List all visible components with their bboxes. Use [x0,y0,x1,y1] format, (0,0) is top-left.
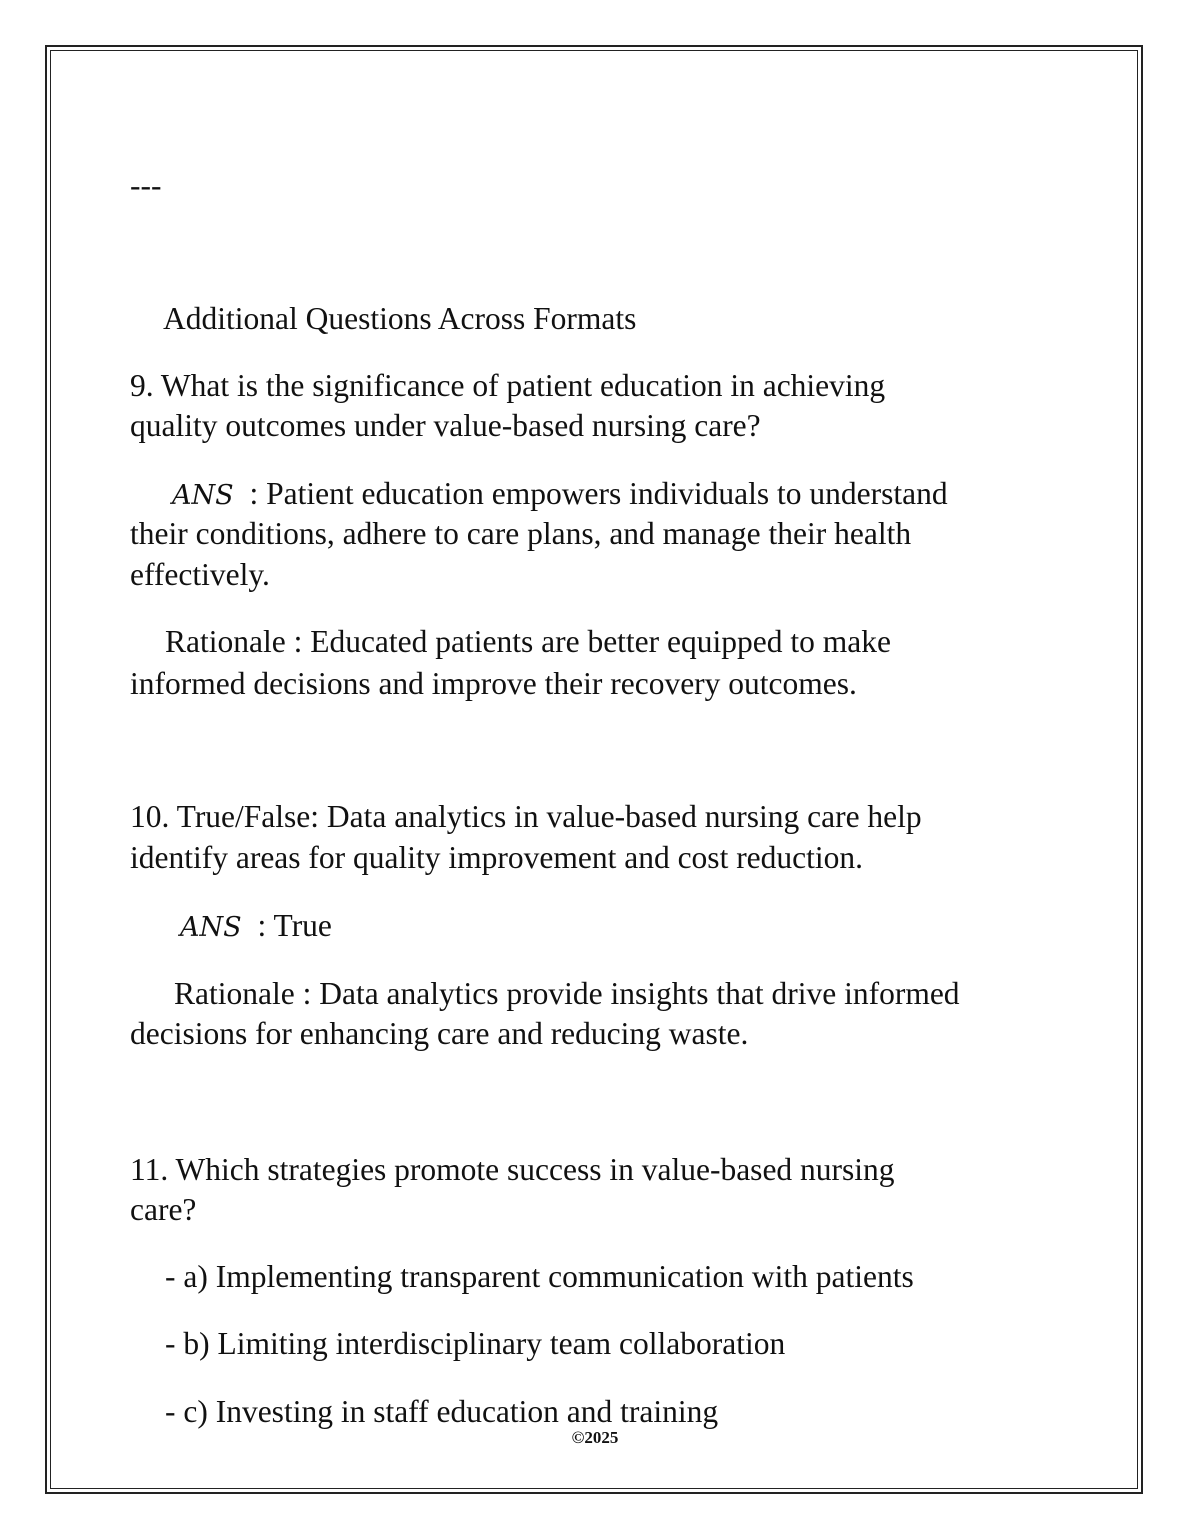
question-text-line: 9. What is the significance of patient education in achieving [130,368,886,403]
section-title: Additional Questions Across Formats [163,301,637,336]
answer-label: ANS [172,480,234,511]
answer-line: their conditions, adhere to care plans, and manage their health [130,516,912,551]
question-text-line: 10. True/False: Data analytics in value-based nursing care help [130,799,922,834]
answer-line [172,474,948,516]
rationale-line: Rationale : Data analytics provide insights that drive informed [174,976,960,1011]
rationale-line: decisions for enhancing care and reducing waste. [130,1016,749,1051]
answer-label: ANS [180,912,242,943]
option-a: - a) Implementing transparent communication with patients [165,1259,914,1294]
separator: --- [130,168,162,203]
copyright-footer: ©2025 [571,1428,619,1447]
answer-text: : True [249,908,332,943]
answer-line [180,906,332,948]
option-b: - b) Limiting interdisciplinary team collaboration [165,1326,786,1361]
option-c: - c) Investing in staff education and training [165,1394,719,1429]
question-text-line: quality outcomes under value-based nursing care? [130,408,761,443]
rationale-line: Rationale : Educated patients are better equipped to make [165,624,891,659]
question-text-line: 11. Which strategies promote success in value-based nursing [130,1152,895,1187]
answer-text: : Patient education empowers individuals to understand [241,476,948,511]
question-text-line: identify areas for quality improvement and cost reduction. [130,840,864,875]
question-text-line: care? [130,1192,197,1227]
answer-line: effectively. [130,557,270,592]
rationale-line: informed decisions and improve their recovery outcomes. [130,666,857,701]
